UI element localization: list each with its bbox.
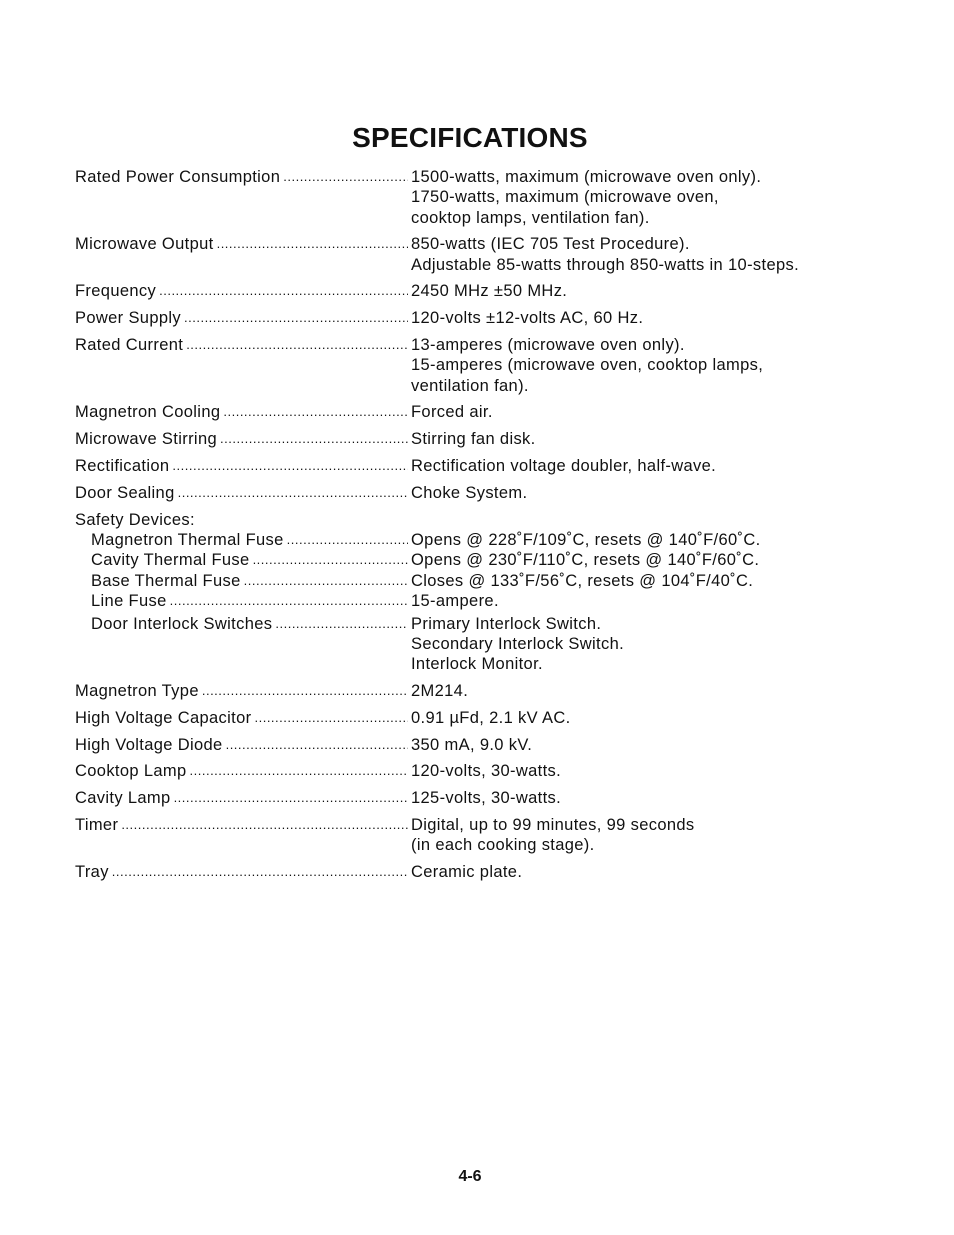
dot-leader [287, 530, 408, 550]
spec-row-tray [75, 862, 875, 882]
spec-values [411, 735, 875, 755]
spec-label-container [75, 761, 411, 781]
spec-value: Opens @ 230˚F/110˚C, resets @ 140˚F/60˚C. [411, 551, 760, 570]
spec-label: Magnetron Thermal Fuse [91, 530, 284, 549]
spec-label: High Voltage Diode [75, 735, 223, 754]
dot-leader [184, 308, 408, 328]
spec-row-magnetron-cooling [75, 402, 875, 422]
spec-label-container [75, 591, 411, 611]
spec-value: 125-volts, 30-watts. [411, 789, 562, 808]
spec-label-container [75, 614, 411, 634]
spec-values [411, 815, 875, 856]
spec-value: 13-amperes (microwave oven only). [411, 336, 685, 355]
dot-leader [121, 815, 408, 835]
spec-value: 2450 MHz ±50 MHz. [411, 282, 568, 301]
spec-label: High Voltage Capacitor [75, 708, 252, 727]
spec-value: 15-ampere. [411, 591, 499, 610]
spec-value: Closes @ 133˚F/56˚C, resets @ 104˚F/40˚C. [411, 571, 754, 590]
dot-leader [186, 335, 408, 355]
spec-value: Stirring fan disk. [411, 430, 536, 449]
spec-value: 15-amperes (microwave oven, cooktop lamps, [411, 356, 764, 375]
spec-value: Secondary Interlock Switch. [411, 634, 625, 653]
spec-values [411, 402, 875, 422]
spec-row-door-sealing [75, 483, 875, 503]
spec-value: (in each cooking stage). [411, 836, 595, 855]
spec-row-base-thermal-fuse [75, 571, 875, 591]
spec-label: Rated Power Consumption [75, 168, 281, 186]
dot-leader [174, 788, 408, 808]
spec-label: Line Fuse [91, 591, 167, 610]
spec-values [411, 788, 875, 808]
spec-label-container [75, 234, 411, 254]
spec-value: cooktop lamps, ventilation fan). [411, 208, 650, 227]
spec-row-cavity-lamp [75, 788, 875, 808]
dot-leader [178, 483, 408, 503]
spec-label: Tray [75, 863, 109, 882]
spec-value: 2M214. [411, 682, 469, 701]
spec-label-container [75, 167, 411, 187]
spec-label: Door Interlock Switches [91, 614, 273, 633]
spec-label-container [75, 281, 411, 301]
spec-values [411, 591, 875, 611]
spec-label-container [75, 815, 411, 835]
spec-values [411, 308, 875, 328]
spec-row-hv-diode [75, 735, 875, 755]
spec-value: 0.91 µFd, 2.1 kV AC. [411, 708, 571, 727]
dot-leader [283, 167, 408, 187]
spec-value: 120-volts, 30-watts. [411, 762, 562, 781]
spec-row-rated-power [75, 167, 875, 228]
spec-values [411, 281, 875, 301]
spec-label: Timer [75, 816, 119, 835]
dot-leader [253, 550, 408, 570]
dot-leader [112, 862, 408, 882]
spec-row-line-fuse [75, 591, 875, 611]
spec-label-container [75, 483, 411, 503]
spec-label: Microwave Output [75, 235, 214, 254]
spec-values [411, 335, 875, 396]
spec-label-container [75, 681, 411, 701]
spec-values [411, 571, 875, 591]
dot-leader [159, 281, 408, 301]
spec-values [411, 167, 875, 228]
spec-value: 850-watts (IEC 705 Test Procedure). [411, 235, 690, 254]
spec-value: Rectification voltage doubler, half-wave. [411, 457, 717, 476]
spec-label: Cooktop Lamp [75, 762, 187, 781]
spec-row-door-interlock-switches [75, 614, 875, 675]
spec-label-container [75, 550, 411, 570]
spec-value: ventilation fan). [411, 376, 529, 395]
spec-label: Rated Current [75, 336, 184, 355]
spec-values [411, 862, 875, 882]
spec-label-container [75, 788, 411, 808]
dot-leader [202, 681, 408, 701]
page-number: 4-6 [458, 1168, 482, 1185]
spec-value: Primary Interlock Switch. [411, 614, 602, 633]
spec-label-container [75, 571, 411, 591]
spec-row-frequency [75, 281, 875, 301]
spec-label-container [75, 335, 411, 355]
dot-leader [170, 591, 408, 611]
dot-leader [275, 614, 408, 634]
spec-value: Ceramic plate. [411, 863, 523, 882]
dot-leader [217, 234, 408, 254]
spec-row-hv-capacitor [75, 708, 875, 728]
spec-label: Magnetron Type [75, 682, 199, 701]
spec-row-magnetron-thermal-fuse [75, 530, 875, 550]
spec-label-container [75, 308, 411, 328]
spec-value: Opens @ 228˚F/109˚C, resets @ 140˚F/60˚C. [411, 530, 761, 549]
spec-values [411, 614, 875, 675]
specifications-list [75, 167, 875, 889]
spec-value: Choke System. [411, 483, 528, 502]
spec-label-container [75, 735, 411, 755]
dot-leader [244, 571, 408, 591]
spec-label-container [75, 429, 411, 449]
spec-value: Forced air. [411, 403, 493, 422]
spec-row-rated-current [75, 335, 875, 396]
spec-value: Adjustable 85-watts through 850-watts in 10-steps. [411, 255, 800, 274]
spec-values [411, 681, 875, 701]
dot-leader [220, 429, 408, 449]
spec-label: Frequency [75, 282, 157, 301]
spec-values [411, 530, 875, 550]
spec-value: 1750-watts, maximum (microwave oven, [411, 188, 719, 207]
dot-leader [254, 708, 408, 728]
spec-value: 1500-watts, maximum (microwave oven only). [411, 168, 762, 186]
dot-leader [172, 456, 408, 476]
spec-label: Cavity Thermal Fuse [91, 551, 250, 570]
spec-label: Magnetron Cooling [75, 403, 221, 422]
spec-values [411, 456, 875, 476]
spec-label: Power Supply [75, 309, 182, 328]
spec-row-rectification [75, 456, 875, 476]
spec-row-cooktop-lamp [75, 761, 875, 781]
spec-row-cavity-thermal-fuse [75, 550, 875, 570]
spec-values [411, 429, 875, 449]
spec-value: Digital, up to 99 minutes, 99 seconds [411, 816, 695, 835]
safety-devices-heading: Safety Devices: [75, 510, 195, 529]
spec-label: Microwave Stirring [75, 430, 217, 449]
dot-leader [190, 761, 408, 781]
spec-values [411, 234, 875, 275]
spec-row-microwave-stirring [75, 429, 875, 449]
spec-label: Cavity Lamp [75, 789, 171, 808]
spec-row-magnetron-type [75, 681, 875, 701]
spec-row-power-supply [75, 308, 875, 328]
spec-label: Rectification [75, 457, 170, 476]
spec-values [411, 708, 875, 728]
spec-label-container [75, 456, 411, 476]
spec-label-container [75, 402, 411, 422]
spec-values [411, 483, 875, 503]
spec-value: 120-volts ±12-volts AC, 60 Hz. [411, 309, 644, 328]
spec-value: Interlock Monitor. [411, 655, 543, 674]
spec-label: Door Sealing [75, 483, 175, 502]
spec-value: 350 mA, 9.0 kV. [411, 735, 533, 754]
dot-leader [226, 735, 408, 755]
spec-label-container [75, 530, 411, 550]
spec-values [411, 550, 875, 570]
spec-row-timer [75, 815, 875, 856]
spec-label-container [75, 862, 411, 882]
spec-label: Base Thermal Fuse [91, 571, 241, 590]
spec-values [411, 761, 875, 781]
page-title: SPECIFICATIONS [352, 122, 588, 153]
spec-label-container [75, 708, 411, 728]
spec-row-microwave-output [75, 234, 875, 275]
dot-leader [223, 402, 408, 422]
